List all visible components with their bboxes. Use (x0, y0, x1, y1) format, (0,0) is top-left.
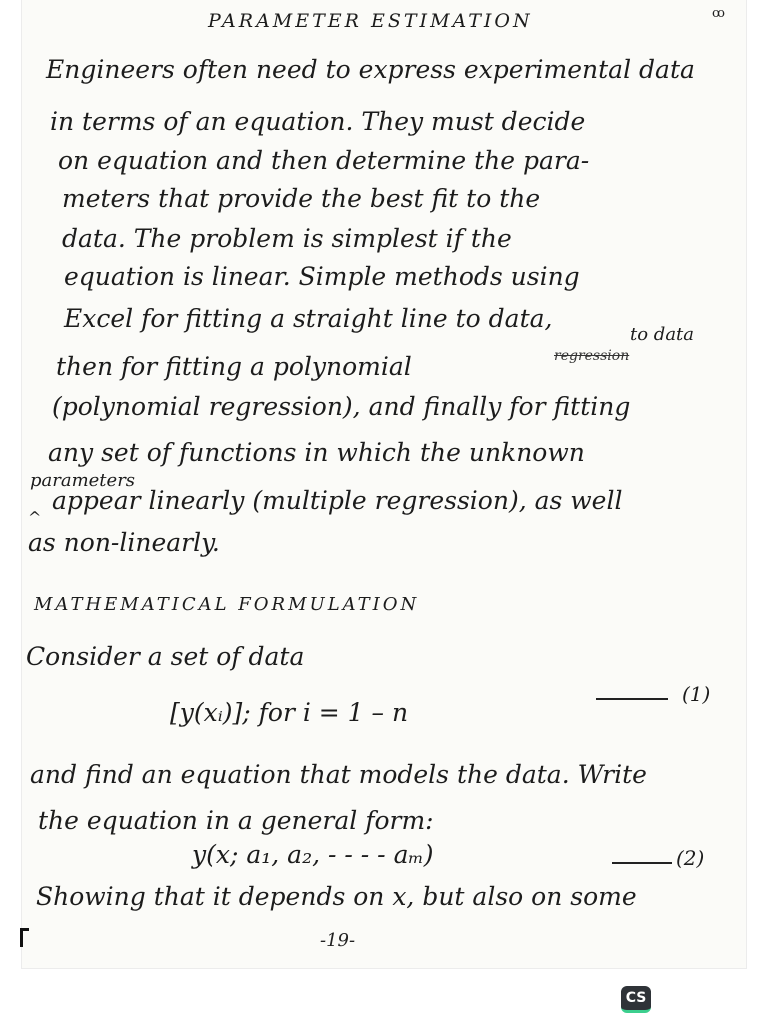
last-line: Showing that it depends on x, but also on some (36, 882, 637, 911)
paragraph1-line: then for fitting a polynomial (56, 352, 412, 381)
equation-2-leader (612, 862, 672, 864)
equation-1-leader (596, 698, 668, 700)
paragraph1-line: on equation and then determine the para- (58, 146, 590, 175)
paragraph1-line: in terms of an equation. They must decide (50, 107, 586, 136)
paragraph1-line: any set of functions in which the unknown (48, 438, 585, 467)
page-title: PARAMETER ESTIMATION (208, 10, 533, 32)
paragraph1-line: as non-linearly. (28, 528, 220, 557)
equation-2: y(x; a₁, a₂, - - - - aₘ) (192, 840, 434, 869)
camscanner-logo: CS (621, 986, 651, 1013)
struck-word: regression (554, 348, 630, 364)
paragraph1-line: data. The problem is simplest if the (62, 224, 512, 253)
paragraph2-line: and find an equation that models the data. Write (30, 760, 647, 789)
paragraph1-line: Excel for fitting a straight line to data, (64, 304, 553, 333)
paragraph2-line: the equation in a general form: (38, 806, 434, 835)
inserted-to-data: to data (630, 324, 695, 345)
equation-1-label: (1) (682, 682, 711, 706)
paragraph1-line: equation is linear. Simple methods using (64, 262, 580, 291)
equation-1: [y(xᵢ)]; for i = 1 – n (170, 698, 409, 727)
section-heading: MATHEMATICAL FORMULATION (34, 594, 420, 615)
paragraph1-line: meters that provide the best fit to the (62, 184, 541, 213)
page-number: -19- (320, 930, 356, 951)
page-corner-mark (20, 928, 29, 947)
paragraph1-line: Engineers often need to express experimental data (46, 55, 695, 84)
insertion-caret: ^ (28, 508, 42, 527)
inserted-parameters: parameters (30, 470, 136, 491)
equation-2-label: (2) (676, 846, 705, 870)
paragraph1-line: (polynomial regression), and finally for fitting (52, 392, 631, 421)
handwritten-page (22, 0, 746, 968)
corner-mark: ꝏ (712, 6, 725, 21)
consider-line: Consider a set of data (26, 642, 305, 671)
paragraph1-line: appear linearly (multiple regression), as well (52, 486, 623, 515)
